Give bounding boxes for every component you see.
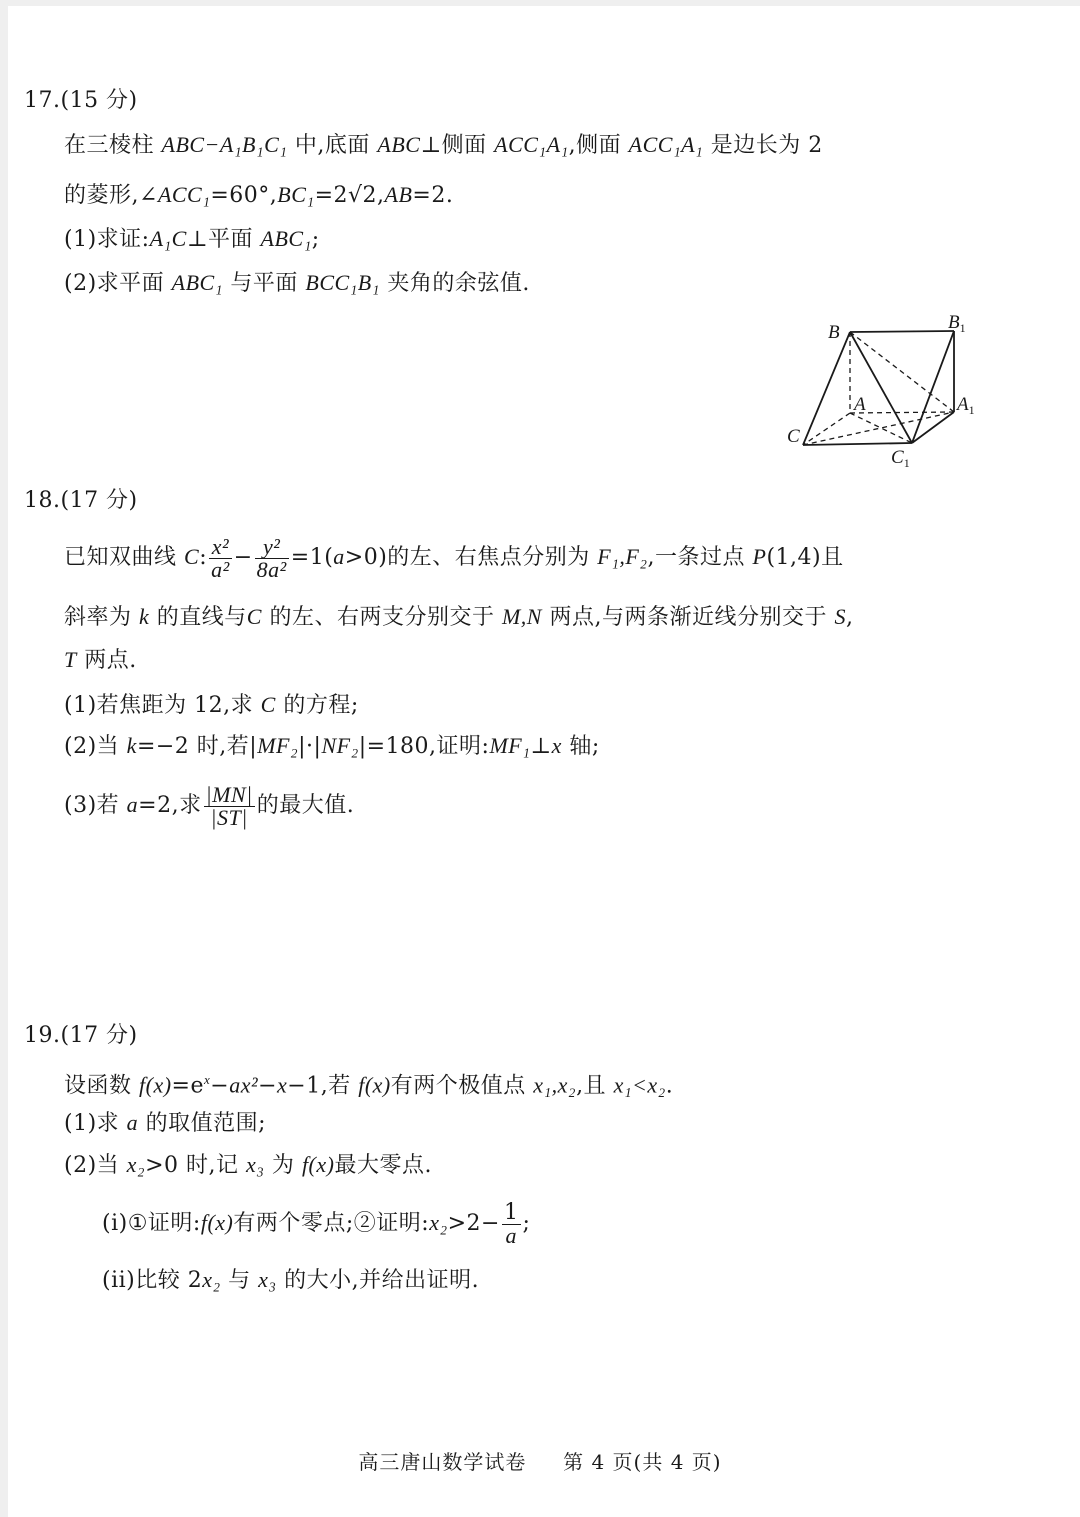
text: −1,若 [287,1073,359,1099]
math-var: x₂ [429,1210,448,1235]
math-var: x₃ [246,1152,265,1177]
text: 的直线与 [149,605,247,630]
text: (ii)比较 2 [102,1268,203,1293]
question-19-stem [64,1065,673,1101]
text: 两点,与两条渐近线分别交于 [541,605,835,630]
text: =1( [290,545,334,570]
math-inequality: x₁<x₂ [613,1072,666,1098]
math-func: f(x) [200,1210,234,1235]
text: =2. [412,183,454,208]
question-19-part-1 [64,1108,266,1139]
text: 有两个极值点 [390,1073,534,1099]
math-var: C [184,544,200,569]
text: (1)求 [64,1111,127,1136]
text: (1)若焦距为 12,求 [64,693,261,718]
text: |·| [298,734,322,759]
text: ⊥侧面 [420,133,495,158]
text: (2)当 [64,734,127,759]
text: =−2 时,若| [136,734,258,759]
denominator: a [505,1222,517,1248]
text: 轴; [561,734,600,759]
label-C1: $C_1$ [891,447,910,470]
math-prism: ABC−A₁B₁C₁ [161,132,288,157]
math-plane: ACC₁A₁ [628,132,704,157]
text: 夹角的余弦值. [379,271,530,296]
math-foci: F₁,F₂ [597,544,648,569]
question-19-part-2 [64,1150,432,1181]
question-18-header: 18.(17 分) [24,488,138,513]
question-18-part-1 [64,690,359,721]
label-A: A [854,394,866,415]
math-line: A₁C [149,226,187,251]
math-segment: AB [384,182,413,207]
math-var: k [139,604,150,629]
text: ; [311,227,320,252]
text: (2)当 [64,1153,127,1178]
text: |=180,证明: [358,734,490,759]
numerator: x² [209,536,232,559]
math-func: f(x) [358,1072,391,1098]
question-18-part-2 [64,731,600,762]
math-func: f(x) [139,1072,172,1098]
question-17-stem-line1 [64,130,823,161]
prism-diagram-icon [770,300,990,480]
text: − [233,545,253,570]
text: ; [522,1211,531,1236]
math-var: x [277,1072,288,1098]
page-edge-top [0,0,1080,6]
page-footer [0,1446,1080,1475]
math-angle: ACC₁ [157,182,211,207]
text: =2,求 [138,793,202,818]
text: =60°, [210,183,278,208]
fraction-MN-over-ST [204,781,255,830]
math-var: x₃ [258,1267,277,1292]
fraction-y2-over-8a2 [255,533,289,582]
denominator: a² [211,556,230,582]
text: (3)若 [64,793,127,818]
text: =2√2, [314,183,385,208]
question-18-stem-line2 [64,602,853,633]
math-var: a [333,544,345,569]
question-19-subpart-i [102,1196,530,1251]
text: : [199,545,208,570]
math-plane: ABC₁ [171,270,223,295]
text: 设函数 [64,1073,139,1099]
text: 最大零点. [334,1153,432,1178]
math-segment: MF₂ [257,733,299,758]
math-vars: x₁,x₂ [533,1072,577,1098]
numerator: |MN| [205,781,253,807]
math-point: T [64,647,77,672]
math-points: M,N [501,604,542,629]
question-17-part-2 [64,268,530,299]
label-B: B [828,322,840,343]
page-number: 第 4 页(共 4 页) [563,1450,722,1474]
math-var: x₂ [126,1152,146,1177]
math-var: C [260,692,276,717]
math-var: k [126,733,137,758]
exam-title: 高三唐山数学试卷 [358,1450,527,1474]
math-segment: MF₁ [489,733,531,758]
text: 已知双曲线 [64,545,184,570]
text: 为 [264,1153,302,1178]
math-plane: ABC₁ [260,226,312,251]
math-var: a [126,1110,139,1135]
math-var: x₂ [202,1267,221,1292]
text: 的取值范围; [138,1111,267,1136]
question-17-stem-line2 [64,180,453,211]
text: 的左、右两支分别交于 [261,605,502,630]
math-point: S [834,604,846,629]
text: ⊥ [530,734,552,759]
text: 的最大值. [256,793,355,818]
numerator: 1 [504,1199,519,1225]
text: (1,4)且 [766,545,844,570]
text: ,一条过点 [647,545,753,570]
text: − [258,1073,278,1099]
math-exponent: x [203,1072,211,1087]
text: >2− [447,1211,500,1236]
text: >0)的左、右焦点分别为 [344,545,598,570]
denominator: |ST| [210,804,248,830]
text: 在三棱柱 [64,133,162,158]
text: 的菱形,∠ [64,183,158,208]
denominator: 8a² [256,556,287,582]
text: 与平面 [222,271,306,296]
text: =e [171,1073,204,1099]
text: >0 时,记 [145,1153,247,1178]
text: (i)①证明: [102,1211,201,1236]
question-18-part-3 [64,778,354,833]
text: 中,底面 [287,133,378,158]
math-segment: BC₁ [277,182,315,207]
text: ,侧面 [568,133,629,158]
math-plane: BCC₁B₁ [305,270,380,295]
text: 斜率为 [64,605,139,630]
question-18-stem-line1 [64,530,844,585]
text: (1)求证: [64,227,150,252]
text: . [665,1073,674,1099]
math-plane: ABC [377,132,421,157]
fraction-x2-over-a2 [209,533,232,582]
label-B1: $B_1$ [948,312,966,335]
question-19-header: 19.(17 分) [24,1023,138,1048]
math-term: ax² [229,1072,259,1098]
question-18-stem-line3 [64,645,137,676]
label-A1: $A_1$ [957,394,975,417]
math-plane: ACC₁A₁ [494,132,569,157]
math-point: P [752,544,767,569]
math-segment: NF₂ [321,733,359,758]
question-17-header: 17.(15 分) [24,88,138,113]
text: − [210,1073,230,1099]
text: 是边长为 2 [703,133,823,158]
numerator: y² [255,536,289,559]
text: 有两个零点;②证明: [233,1211,430,1236]
text: 两点. [76,648,137,673]
text: (2)求平面 [64,271,172,296]
label-C: C [787,426,800,447]
text: , [845,605,854,630]
text: 的大小,并给出证明. [276,1268,480,1293]
math-var: a [126,792,139,817]
page-edge-left [0,0,8,1517]
text: 的方程; [275,693,359,718]
prism-figure [770,300,990,480]
text: ,且 [576,1073,614,1099]
text: ⊥平面 [186,227,261,252]
fraction-1-over-a [502,1199,521,1248]
math-var: C [246,604,262,629]
math-func: f(x) [301,1152,335,1177]
text: 与 [220,1268,259,1293]
math-var: x [551,733,562,758]
question-17-part-1 [64,224,320,255]
question-19-subpart-ii [102,1265,479,1296]
